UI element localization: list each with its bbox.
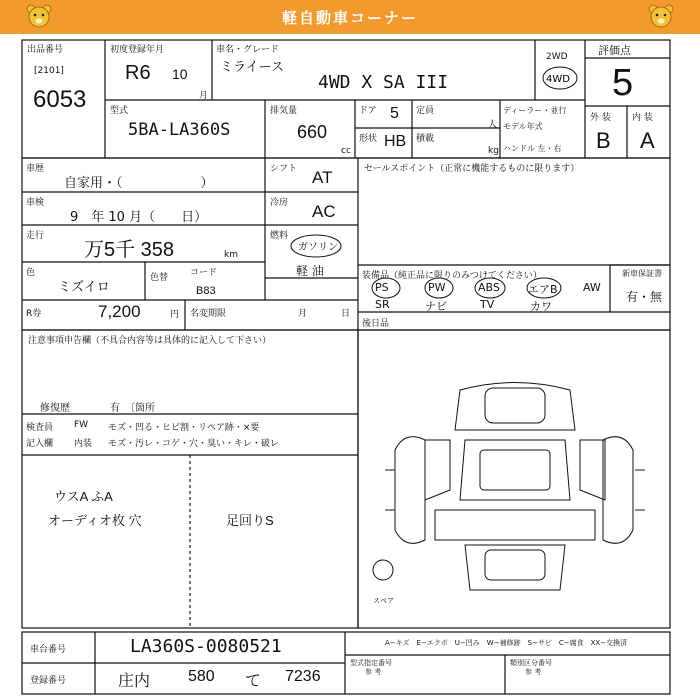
shape-label: 形状 bbox=[359, 134, 378, 144]
cc-unit: cc bbox=[341, 146, 351, 156]
legend-ref-1: 参 考 bbox=[365, 668, 382, 676]
handle-label: ハンドル 左・右 bbox=[503, 144, 562, 153]
recycle-label: R券 bbox=[26, 309, 42, 319]
capacity-label: 定員 bbox=[416, 106, 435, 116]
first-reg-label: 初度登録年月 bbox=[110, 45, 165, 55]
day-unit: 日 bbox=[341, 309, 351, 319]
color-code-label: コード bbox=[190, 268, 218, 278]
fuel-label: 燃料 bbox=[270, 231, 289, 241]
warranty-value: 有・無 bbox=[626, 290, 663, 304]
aircon-label: 冷房 bbox=[270, 198, 289, 208]
warranty-label: 新車保証書 bbox=[622, 269, 662, 278]
equipment-label: 装備品（純正品に限りのみつけてください） bbox=[362, 271, 542, 281]
spare-label: スペア bbox=[373, 597, 394, 605]
doors-label: ドア bbox=[359, 106, 377, 116]
note-line-1: ウスA ふA bbox=[54, 489, 113, 504]
int-options: モズ・汚レ・コゲ・穴・臭い・キレ・破レ bbox=[108, 439, 279, 449]
equip-leather: カワ bbox=[530, 300, 552, 313]
dealer-label: ディーラー・並行 bbox=[503, 106, 567, 115]
plate-area: 庄内 bbox=[118, 671, 151, 690]
doors-value: 5 bbox=[390, 105, 399, 122]
displacement-value: 660 bbox=[297, 122, 328, 142]
equip-abs: ABS bbox=[478, 281, 500, 294]
equip-airbag: エアB bbox=[528, 283, 558, 296]
inspection-label: 車検 bbox=[26, 198, 45, 208]
repair-label: 修復歴 bbox=[40, 403, 70, 414]
shift-label: シフト bbox=[270, 164, 298, 174]
header-title: 軽自動車コーナー bbox=[281, 9, 418, 27]
naisou-label: 内装 bbox=[74, 439, 93, 449]
shift-value: AT bbox=[312, 168, 333, 187]
exterior-label: 外 装 bbox=[590, 113, 611, 123]
sales-point-label: セールスポイント（正常に機能するものに限ります） bbox=[364, 164, 580, 174]
load-label: 積載 bbox=[416, 134, 435, 144]
plate-class: 580 bbox=[188, 668, 215, 685]
car-name: ミライース bbox=[220, 59, 284, 74]
car-damage-diagram bbox=[365, 370, 663, 610]
equip-tv: TV bbox=[480, 298, 495, 311]
entry-label: 記入欄 bbox=[26, 439, 54, 449]
shape-value: HB bbox=[384, 133, 407, 150]
legend-model-code: 型式指定番号 bbox=[350, 659, 392, 667]
chassis-no-value: LA360S-0080521 bbox=[130, 636, 282, 657]
color-code-value: B83 bbox=[196, 285, 216, 297]
mileage-label: 走行 bbox=[26, 231, 45, 241]
rating-label: 評価点 bbox=[598, 44, 631, 57]
recycle-value: 7,200 bbox=[98, 302, 141, 321]
nin-unit: 人 bbox=[488, 120, 498, 130]
model-value: 5BA-LA360S bbox=[128, 120, 231, 140]
yen-unit: 円 bbox=[170, 310, 180, 320]
model-year-label: モデル年式 bbox=[503, 122, 543, 131]
equip-pw: PW bbox=[428, 281, 446, 294]
legend-ref-2: 参 考 bbox=[525, 668, 542, 676]
car-name-label: 車名・グレード bbox=[216, 45, 280, 55]
car-history-label: 車歴 bbox=[26, 164, 45, 174]
kg-unit: kg bbox=[488, 146, 499, 156]
car-history-value: 自家用・（ ） bbox=[64, 176, 214, 191]
rear-seat-label: 後日品 bbox=[362, 319, 390, 329]
aircon-value: AC bbox=[312, 202, 336, 221]
plate-kana: て bbox=[245, 671, 262, 690]
fw-label: FW bbox=[74, 420, 89, 430]
fuel-value: ガソリン bbox=[298, 242, 338, 253]
color-change-label: 色替 bbox=[150, 273, 169, 283]
interior-label: 内 装 bbox=[632, 113, 653, 123]
month-unit: 月 bbox=[298, 309, 308, 319]
reg-era: R6 bbox=[125, 62, 151, 84]
svg-text:4WD: 4WD bbox=[546, 74, 570, 85]
equip-navi: ナビ bbox=[425, 300, 447, 313]
lot-id: [2101] bbox=[34, 66, 64, 76]
plate-number: 7236 bbox=[285, 668, 321, 685]
equip-aw: AW bbox=[583, 281, 601, 294]
mileage-value: 万5千 358 bbox=[84, 239, 175, 261]
fuel-alt: 軽 油 bbox=[296, 264, 324, 278]
lot-number: 6053 bbox=[33, 86, 87, 113]
equip-ps: PS bbox=[375, 281, 389, 294]
two-wd-label: 2WD bbox=[546, 52, 568, 62]
reg-month-unit: 月 bbox=[199, 91, 209, 101]
equipment-circles-icon bbox=[362, 276, 562, 300]
equip-sr: SR bbox=[375, 298, 390, 311]
repair-value: 有 〔箇所 bbox=[110, 403, 155, 414]
color-value: ミズイロ bbox=[58, 279, 110, 294]
four-wd-circle-icon bbox=[540, 64, 580, 92]
reg-no-label: 登録番号 bbox=[30, 676, 67, 686]
lot-no-label: 出品番号 bbox=[27, 45, 64, 55]
inspection-value: 9 年 10 月（ 日） bbox=[70, 210, 208, 225]
chassis-no-label: 車台番号 bbox=[30, 645, 67, 655]
model-label: 型式 bbox=[110, 106, 129, 116]
legend-class-code: 類別区分番号 bbox=[510, 659, 552, 667]
notes-header: 注意事項申告欄（不具合内容等は具体的に記入して下さい） bbox=[28, 336, 272, 346]
inspector-label: 検査員 bbox=[26, 423, 54, 433]
displacement-label: 排気量 bbox=[270, 106, 298, 116]
note-line-2: オーディオ枚 穴 bbox=[48, 513, 142, 528]
exterior-grade: B bbox=[596, 128, 611, 153]
note-line-3: 足回りS bbox=[226, 513, 274, 528]
legend-text: A−キズ E−エクボ U−凹み W−補修跡 S−サビ C−腐食 XX−交換済 bbox=[385, 639, 628, 647]
rating-value: 5 bbox=[612, 62, 634, 104]
km-unit: km bbox=[224, 250, 238, 260]
fw-options: モズ・凹る・ヒビ割・リペア跡・×要 bbox=[108, 423, 260, 433]
car-grade: 4WD X SA III bbox=[318, 72, 449, 93]
color-label: 色 bbox=[26, 268, 36, 278]
reg-month: 10 bbox=[172, 66, 188, 82]
interior-grade: A bbox=[640, 128, 655, 153]
name-change-label: 名変期限 bbox=[190, 309, 227, 319]
